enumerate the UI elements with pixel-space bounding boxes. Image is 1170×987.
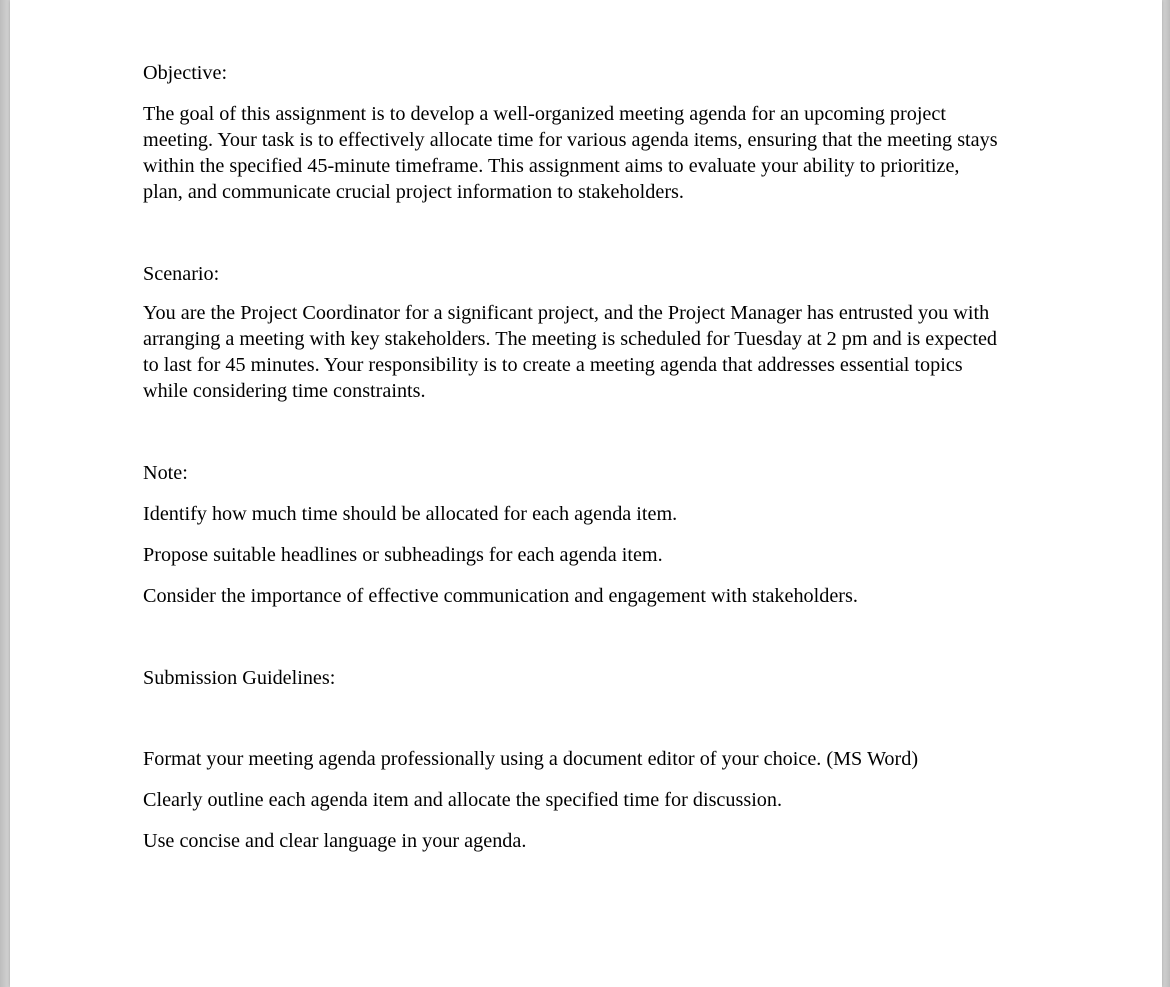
paragraph-line: meeting. Your task is to effectively allocate time for various agenda items, ensuring that the meeting stays <box>143 129 998 151</box>
paragraph-line: to last for 45 minutes. Your responsibility is to create a meeting agenda that addresses essential topics <box>143 354 963 376</box>
note-item: Propose suitable headlines or subheadings for each agenda item. <box>143 544 663 566</box>
submission-item: Clearly outline each agenda item and allocate the specified time for discussion. <box>143 789 783 811</box>
note-item: Identify how much time should be allocated for each agenda item. <box>143 503 678 525</box>
page-shadow-left <box>0 0 10 987</box>
paragraph-line: You are the Project Coordinator for a significant project, and the Project Manager has entrusted you with <box>143 302 990 324</box>
submission-heading: Submission Guidelines: <box>143 667 336 689</box>
objective-heading: Objective: <box>143 62 228 84</box>
scenario-heading: Scenario: <box>143 263 220 285</box>
page-shadow-right <box>1162 0 1170 987</box>
scenario-paragraph <box>143 300 1033 404</box>
paragraph-line: within the specified 45-minute timeframe. This assignment aims to evaluate your ability to prioritize, <box>143 155 960 177</box>
note-item: Consider the importance of effective communication and engagement with stakeholders. <box>143 585 858 607</box>
paragraph-line: arranging a meeting with key stakeholders. The meeting is scheduled for Tuesday at 2 pm and is expected <box>143 328 998 350</box>
submission-item: Format your meeting agenda professionally using a document editor of your choice. (MS Word) <box>143 748 919 770</box>
note-heading: Note: <box>143 462 188 484</box>
paragraph-line: while considering time constraints. <box>143 380 426 402</box>
objective-paragraph <box>143 101 1033 205</box>
paragraph-line: plan, and communicate crucial project information to stakeholders. <box>143 181 684 203</box>
paragraph-line: The goal of this assignment is to develop a well-organized meeting agenda for an upcoming project <box>143 103 946 125</box>
submission-item: Use concise and clear language in your agenda. <box>143 830 527 852</box>
document-page <box>10 0 1162 987</box>
